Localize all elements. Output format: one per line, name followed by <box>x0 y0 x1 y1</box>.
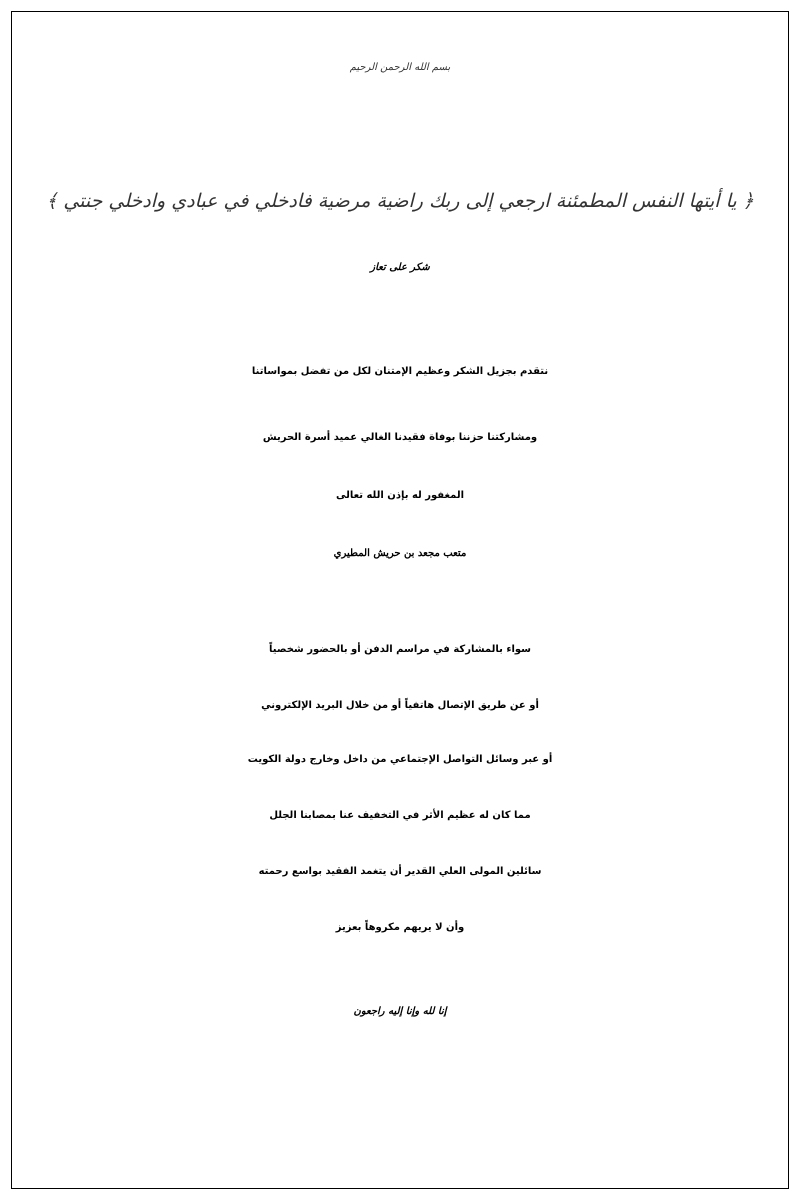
body-line-5: سائلين المولى العلي القدير أن يتغمد الفقيد بواسع رحمته <box>258 866 542 877</box>
intro-line-1: نتقدم بجزيل الشكر وعظيم الإمتنان لكل من تفضل بمواساتنا <box>251 366 549 377</box>
quran-verse-banner <box>28 172 772 230</box>
intro-line-3: المغفور له بإذن الله تعالى <box>335 490 465 501</box>
deceased-name: متعب مجعد بن حريش المطيري <box>333 548 467 559</box>
body-line-1: سواء بالمشاركة في مراسم الدفن أو بالحضور شخصياً <box>269 644 531 655</box>
body-line-6: وأن لا يريهم مكروهاً بعزيز <box>335 922 465 933</box>
basmala-heading: بسم الله الرحمن الرحيم <box>349 62 451 73</box>
body-line-2: أو عن طريق الإتصال هاتفياً أو من خلال البريد الإلكتروني <box>261 700 539 711</box>
closing-phrase: إنا لله وإنا إليه راجعون <box>353 1006 447 1017</box>
intro-line-2: ومشاركتنا حزننا بوفاة فقيدنا الغالي عميد أسرة الحريش <box>262 432 538 443</box>
body-line-4: مما كان له عظيم الأثر في التخفيف عنا بمصابنا الجلل <box>269 810 531 821</box>
quran-verse-text: ﴿ يا أيتها النفس المطمئنة ارجعي إلى ربك راضية مرضية فادخلي في عبادي وادخلي جنتي ﴾ <box>46 190 754 212</box>
body-line-3: أو عبر وسائل التواصل الإجتماعي من داخل وخارج دولة الكويت <box>247 754 553 765</box>
page-title: شكر على تعاز <box>370 262 430 273</box>
